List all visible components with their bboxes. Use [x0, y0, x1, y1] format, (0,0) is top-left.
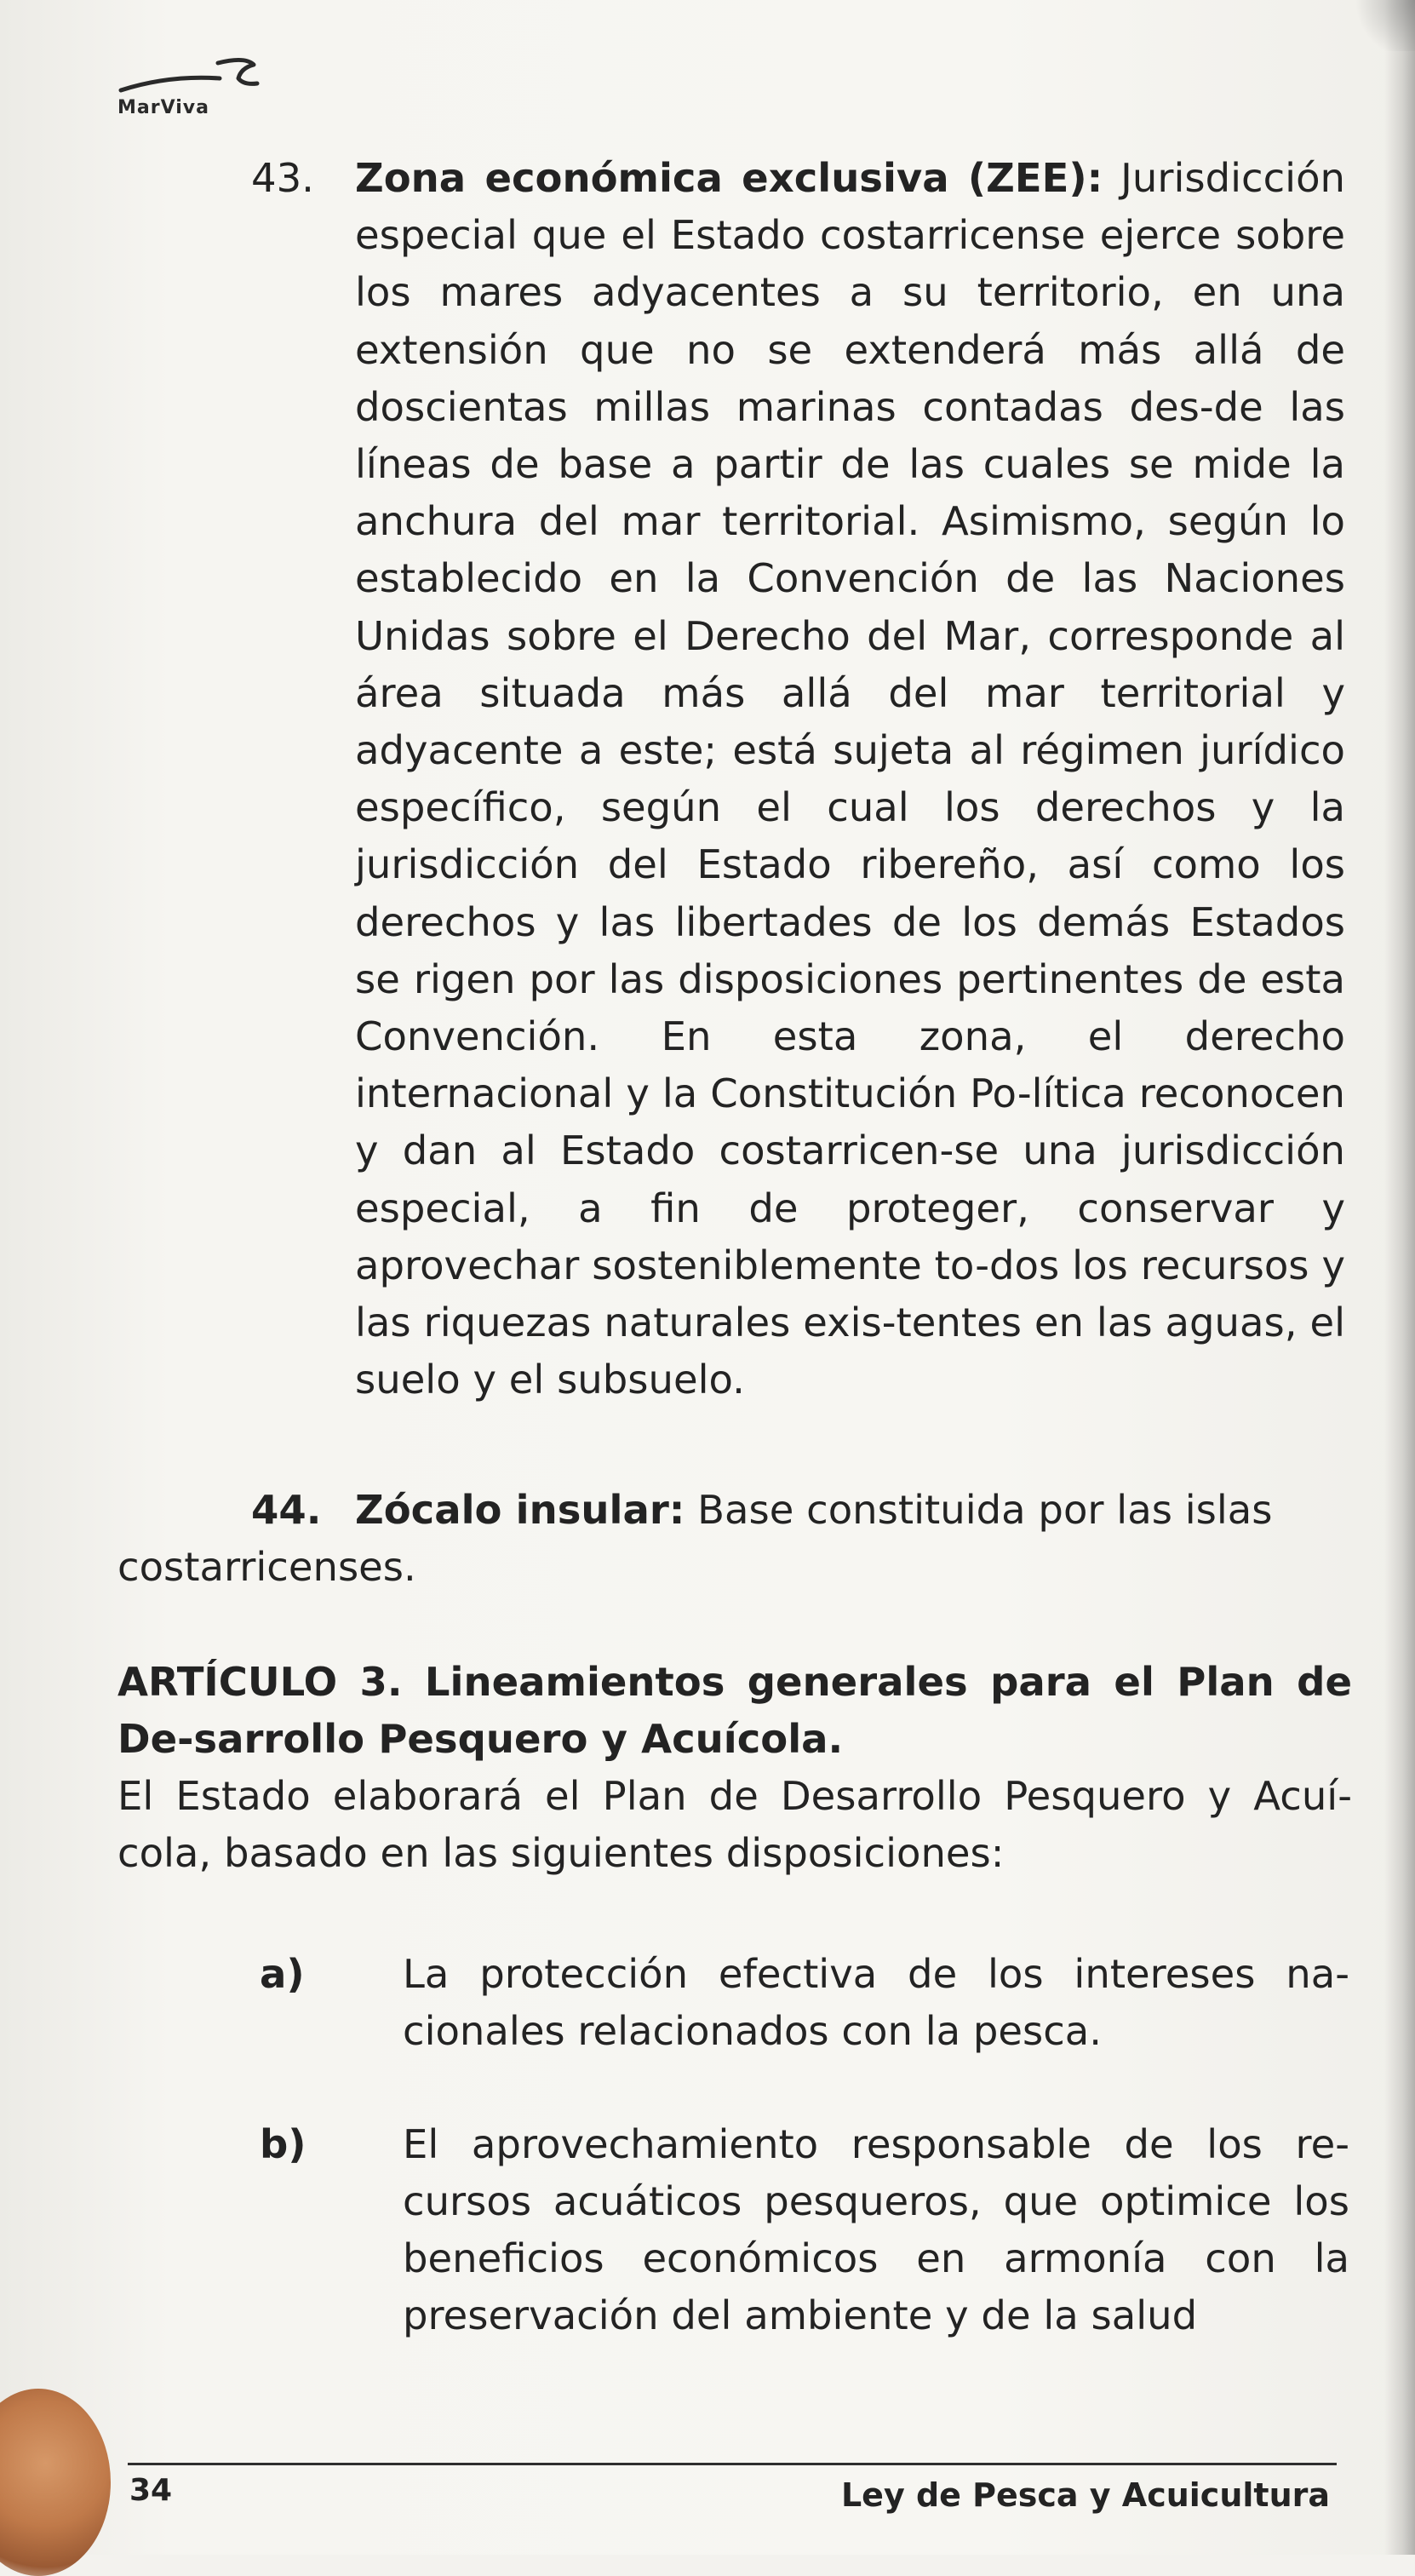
wave-logo-icon [117, 53, 262, 100]
logo-text: MarViva [117, 97, 209, 118]
definition-number: 43. [251, 155, 314, 201]
definition-term: Zócalo insular: [355, 1487, 685, 1533]
article-intro: El Estado elaborará el Plan de Desarrollo Pesquero y Acuí-cola, basado en las siguientes disposiciones: [117, 1773, 1352, 1876]
marviva-logo [117, 53, 262, 129]
definition-43 [251, 150, 1349, 1403]
page-number: 34 [129, 2473, 173, 2508]
list-item-marker: b) [260, 2121, 306, 2167]
definition-44 [117, 1482, 1349, 1596]
list-item-text: La protección efectiva de los intereses na-cionales relacionados con la pesca. [403, 1951, 1349, 2054]
definition-text: Base constituida por las islas costarricenses. [117, 1487, 1273, 1590]
article-title: ARTÍCULO 3. Lineamientos generales para el Plan de De-sarrollo Pesquero y Acuícola. [117, 1659, 1352, 1762]
definition-body [355, 150, 1345, 1408]
definition-text: Jurisdicción especial que el Estado costarricense ejerce sobre los mares adyacentes a su territorio, en una extensión que no se extenderá más allá de doscientas millas marinas contadas des-de las líneas de base a partir de las cuales se mide la anchura del mar territorial. Asimismo, según lo establecido en la Convención de las Naciones Unidas sobre el Derecho del Mar, corresponde al área situada más allá del mar territorial y adyacente a este; está sujeta al régimen jurídico específico, según el cual los derechos y la jurisdicción del Estado ribereño, así como los derechos y las libertades de los demás Estados se rigen por las disposiciones pertinentes de esta Convención. En esta zona, el derecho internacional y la Constitución Po-lítica reconocen y dan al Estado costarricen-se una jurisdicción especial, a fin de proteger, conservar y aprovechar sosteniblemente to-dos los recursos y las riquezas naturales exis-tentes en las aguas, el suelo y el subsuelo. [355, 155, 1345, 1403]
list-item-text: El aprovechamiento responsable de los re-cursos acuáticos pesqueros, que optimice los beneficios económicos en armonía con la preservación del ambiente y de la salud [403, 2121, 1349, 2338]
corner-shadow [1347, 0, 1415, 51]
thumb-photo-artifact [0, 2389, 111, 2576]
article-3 [117, 1654, 1352, 1882]
list-item-marker: a) [260, 1951, 305, 1997]
footer-divider [128, 2463, 1337, 2465]
definition-term: Zona económica exclusiva (ZEE): [355, 155, 1103, 201]
page-edge-shadow [1384, 0, 1415, 2555]
book-title: Ley de Pesca y Acuicultura [840, 2476, 1330, 2514]
definition-number: 44. [251, 1487, 322, 1533]
